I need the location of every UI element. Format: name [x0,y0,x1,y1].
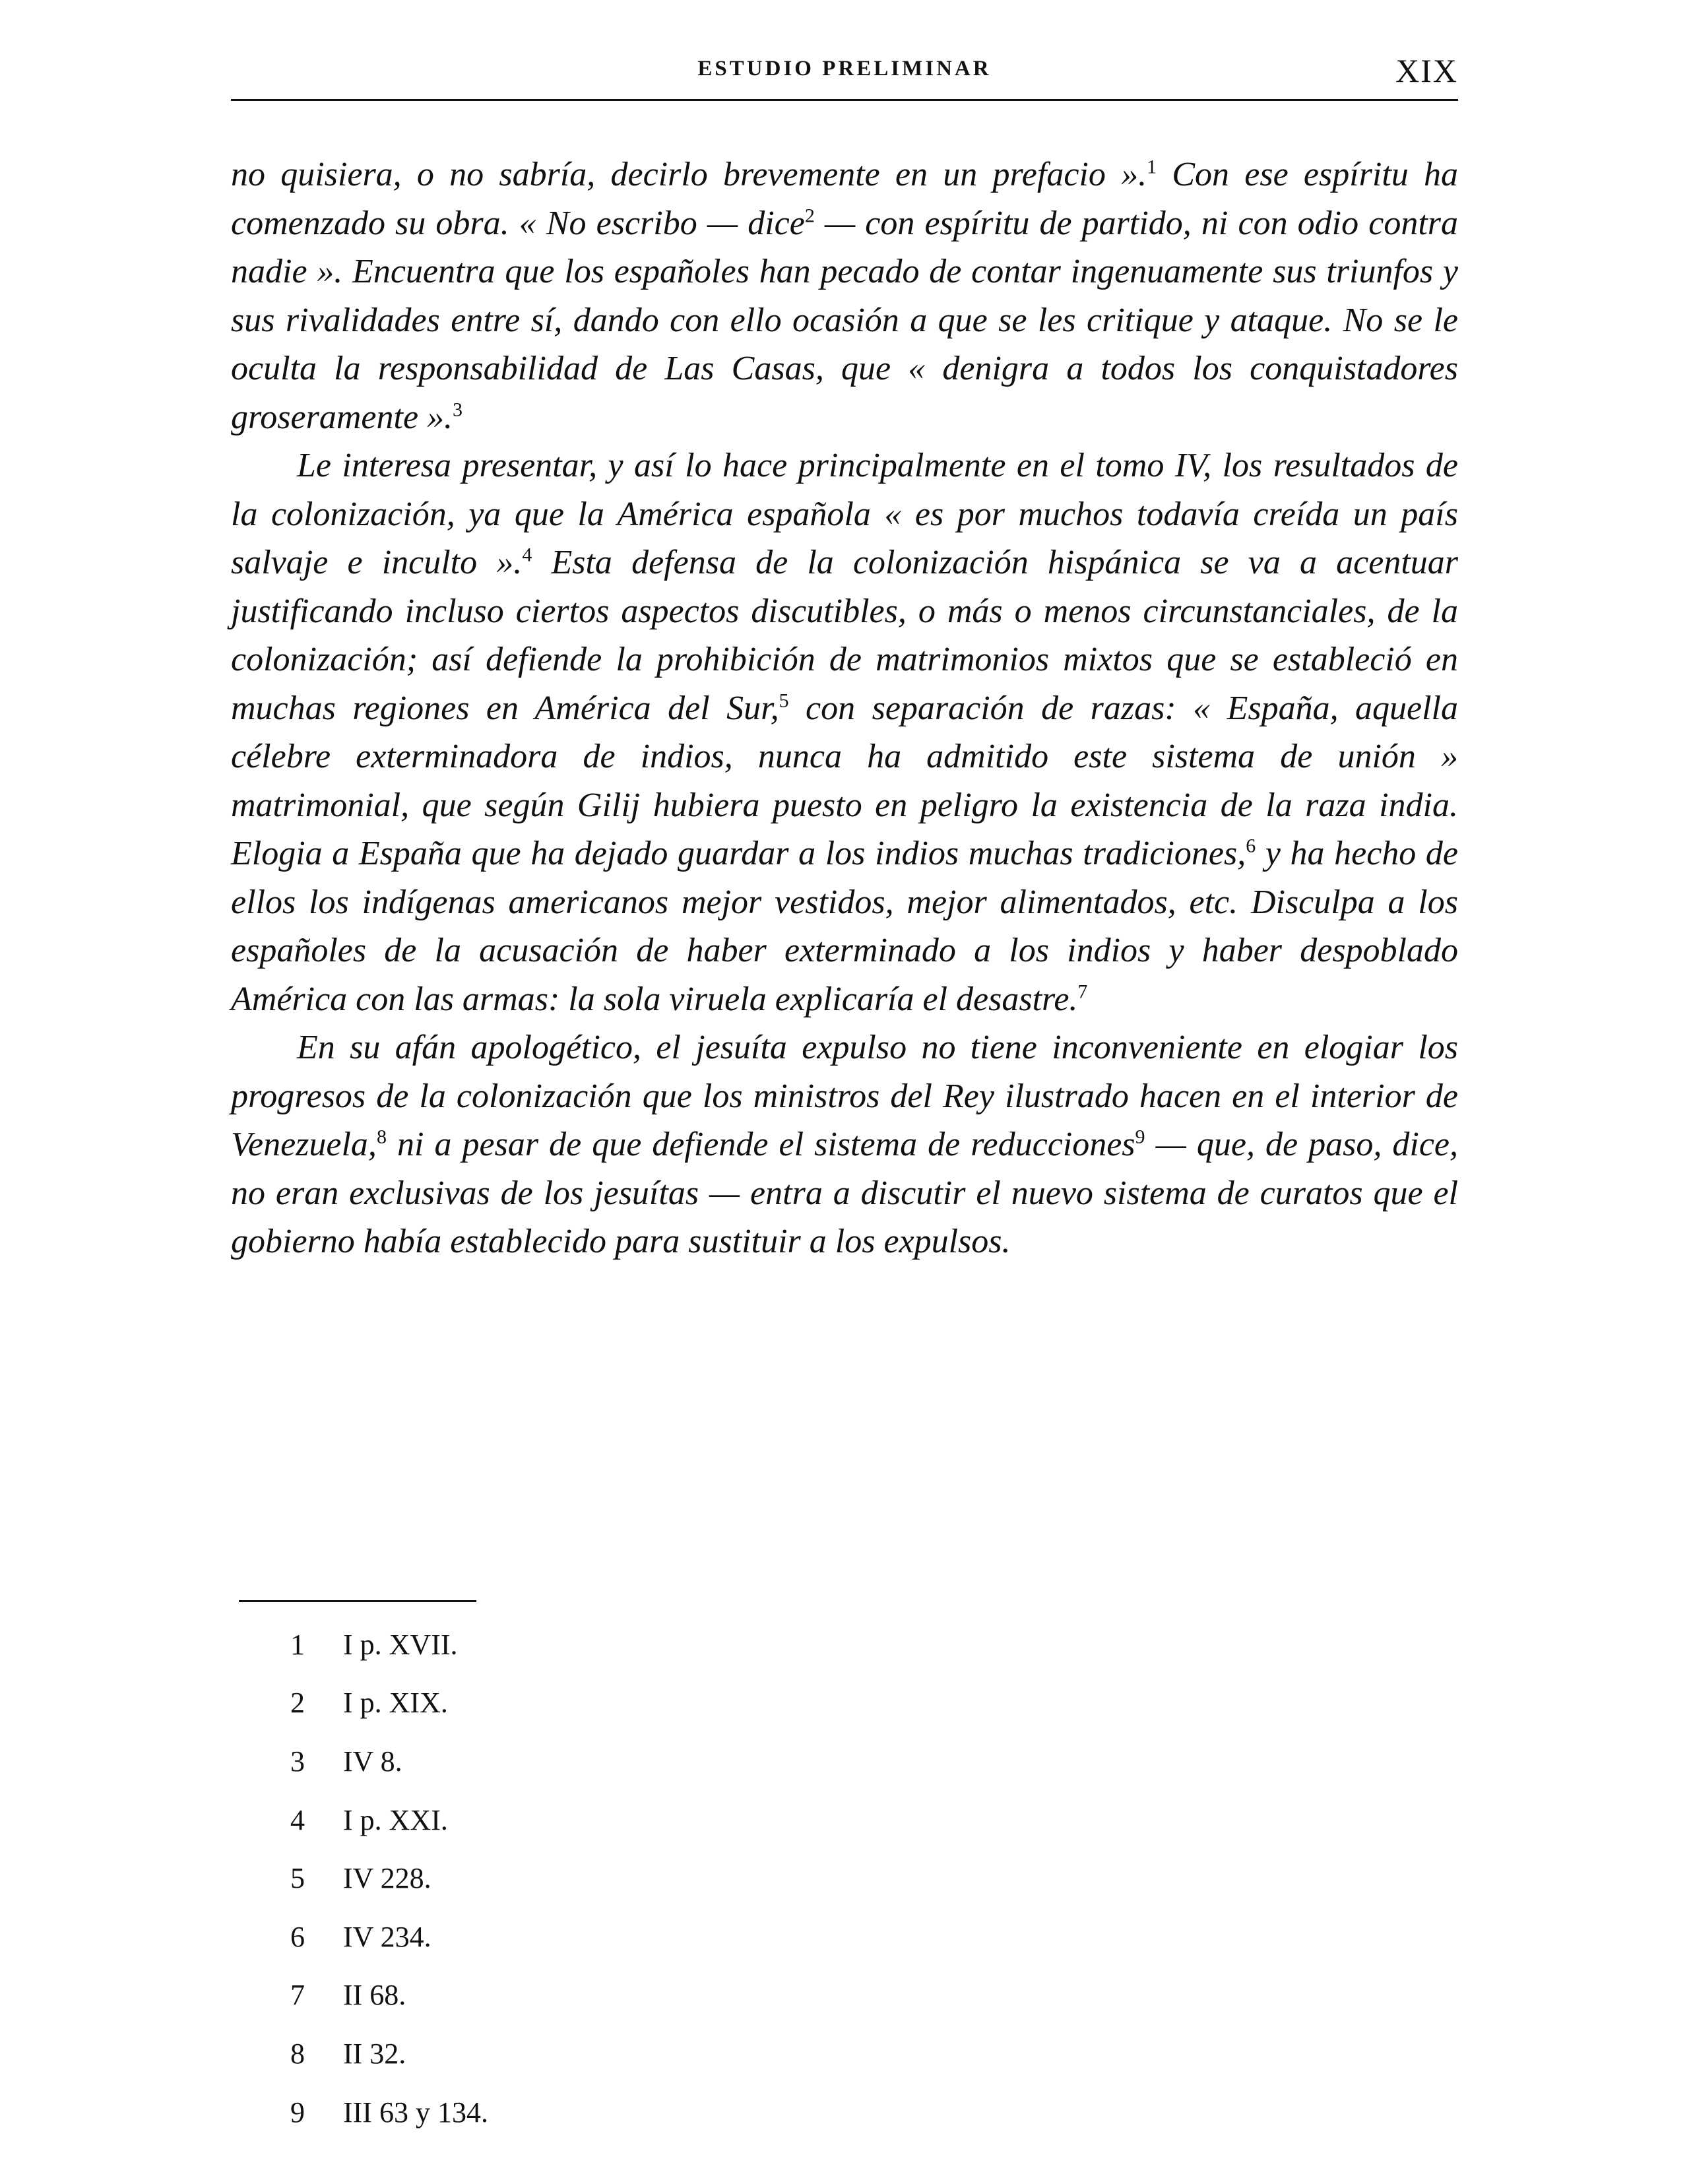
footnote [290,1615,884,1674]
text-segment: no quisiera, o no sabría, decirlo brevemente en un prefacio ». [231,156,1147,193]
footnote [290,1674,884,1733]
footnotes [290,1615,884,2141]
text-segment: — que, de paso, dice, no eran exclusivas de los jesuítas — entra a discutir el nuevo sistema de curatos que el gobierno había establecido para sustituir a los expulsos. [231,1126,1458,1260]
footnote-number: 2 [290,1686,305,1719]
footnote-number: 8 [290,2037,305,2070]
text-segment: Con ese espíritu ha comenzado su obra. « No escribo — dice [231,156,1458,242]
footnote-text: IV 8. [343,1745,402,1778]
footnote-text: I p. XXI. [343,1803,448,1836]
footnote-number: 4 [290,1803,305,1836]
footnote-number: 1 [290,1628,305,1661]
text-segment: Esta defensa de la colonización hispánica se va a acentuar justificando incluso ciertos aspectos discutibles, o más o menos circunstanciales, de la colonización; así defiende la prohibición de matrimonios mixtos que se estableció en muchas regiones en América del Sur, [231,544,1459,727]
text-segment: y ha hecho de ellos los indígenas americanos mejor vestidos, mejor alimentados, etc. Disculpa a los españoles de la acusación de haber exterminado a los indios y haber despoblado América con las armas: la sola viruela explicaría el desastre. [231,835,1458,1018]
footnote-ref: 9 [1135,1126,1145,1148]
footnote [290,1849,884,1908]
footnote [290,1791,884,1849]
text-segment: En su afán apologético, el jesuíta expulso no tiene inconveniente en elogiar los progresos de la colonización que los ministros del Rey ilustrado hacen en el interior de Venezuela, [231,1029,1458,1163]
footnote-ref: 5 [779,690,789,712]
footnote-rule [239,1600,476,1602]
footnote-text: III 63 y 134. [343,2096,488,2129]
footnote-ref: 7 [1077,980,1088,1003]
paragraph-2 [231,441,1458,1023]
footnote [290,1966,884,2025]
running-head: ESTUDIO PRELIMINAR [697,57,992,80]
footnote-number: 3 [290,1745,305,1778]
footnote-number: 9 [290,2096,305,2129]
footnote-text: IV 228. [343,1862,431,1895]
page-number: XIX [1395,52,1458,89]
footnote-ref: 8 [376,1126,387,1148]
footnote [290,1908,884,1966]
footnote-text: IV 234. [343,1920,431,1953]
page-header [231,51,1458,98]
footnote-ref: 6 [1246,835,1256,857]
footnote-ref: 2 [804,205,815,227]
footnote-number: 6 [290,1920,305,1953]
footnote-text: I p. XIX. [343,1686,448,1719]
paragraph-1 [231,150,1458,441]
footnote-ref: 4 [522,544,532,566]
text-segment: con separación de razas: « España, aquella célebre exterminadora de indios, nunca ha admitido este sistema de unión » matrimonial, que según Gilij hubiera puesto en peligro la existencia de la raza india. Elogia a España que ha dejado guardar a los indios muchas tradiciones, [231,689,1458,872]
body-text [231,150,1458,1266]
text-segment: ni a pesar de que defiende el sistema de reducciones [386,1126,1135,1163]
paragraph-3 [231,1023,1458,1266]
footnote-number: 5 [290,1862,305,1895]
footnote-ref: 3 [453,399,463,421]
header-rule [231,99,1458,101]
footnote [290,2083,884,2142]
footnote [290,1732,884,1791]
footnote-text: II 32. [343,2037,406,2070]
footnote-text: I p. XVII. [343,1628,458,1661]
footnote-text: II 68. [343,1979,406,2012]
text-segment: — con espíritu de partido, ni con odio contra nadie ». Encuentra que los españoles han pecado de contar ingenuamente sus triunfos y sus rivalidades entre sí, dando con ello ocasión a que se les critique y ataque. No se le oculta la responsabilidad de Las Casas, que « denigra a todos los conquistadores groseramente ». [231,204,1458,436]
footnote-ref: 1 [1147,156,1157,178]
footnote [290,2024,884,2083]
footnote-number: 7 [290,1979,305,2012]
text-segment: Le interesa presentar, y así lo hace principalmente en el tomo IV, los resultados de la colonización, ya que la América española « es por muchos todavía creída un país salvaje e inculto ». [231,447,1458,581]
